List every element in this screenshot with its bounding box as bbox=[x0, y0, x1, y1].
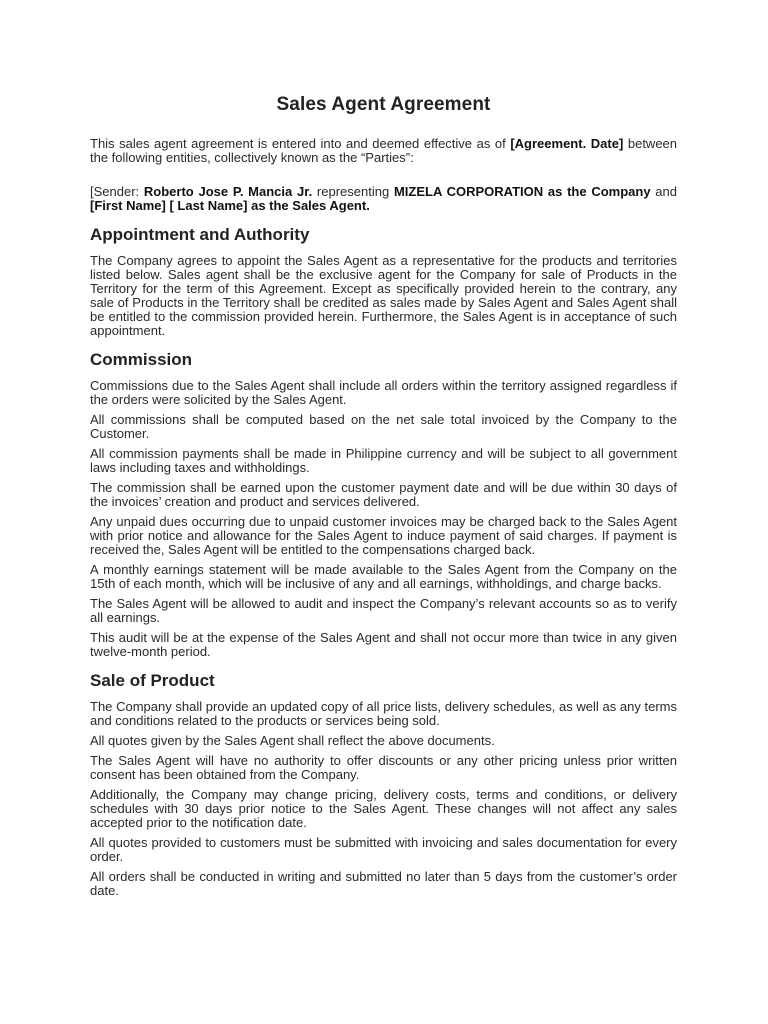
intro-paragraph bbox=[90, 137, 677, 165]
sale-paragraph: Additionally, the Company may change pricing, delivery costs, terms and conditions, or delivery schedules with 30 days prior notice to the Sales Agent. These changes will not affect any sales accepted prior to the notification date. bbox=[90, 787, 677, 830]
and-text: and bbox=[650, 184, 677, 199]
heading-sale-of-product: Sale of Product bbox=[90, 671, 215, 690]
commission-paragraph: A monthly earnings statement will be made available to the Sales Agent from the Company on the 15th of each month, which will be inclusive of any and all earnings, withholdings, and charge backs. bbox=[90, 562, 677, 591]
representing-text: representing bbox=[312, 184, 394, 199]
sales-agent-placeholder: [First Name] [ Last Name] as the Sales Agent. bbox=[90, 198, 370, 213]
parties-paragraph bbox=[90, 185, 677, 213]
intro-prefix: This sales agent agreement is entered into and deemed effective as of bbox=[90, 136, 511, 151]
intro-suffix: between the following entities, collectively known as the “Parties”: bbox=[90, 136, 678, 165]
appointment-paragraph: The Company agrees to appoint the Sales Agent as a representative for the products and territories listed below. Sales agent shall be the exclusive agent for the Company for sale of Products in the Territory for the term of this Agreement. Except as specifically provided herein to the contrary, any sale of Products in the Territory shall be credited as sales made by Sales Agent and Sales Agent shall be entitled to the commission provided herein. Furthermore, the Sales Agent is in acceptance of such appointment. bbox=[90, 253, 677, 338]
sale-paragraph: The Company shall provide an updated copy of all price lists, delivery schedules, as well as any terms and conditions related to the products or services being sold. bbox=[90, 699, 677, 728]
commission-paragraph: Any unpaid dues occurring due to unpaid customer invoices may be charged back to the Sales Agent with prior notice and allowance for the Sales Agent to induce payment of said charges. If payment is received the, Sales Agent will be entitled to the compensations charged back. bbox=[90, 514, 677, 557]
company-name: MIZELA CORPORATION as the Company bbox=[393, 184, 651, 199]
heading-appointment: Appointment and Authority bbox=[90, 225, 310, 244]
commission-paragraph: All commission payments shall be made in Philippine currency and will be subject to all government laws including taxes and withholdings. bbox=[90, 446, 677, 475]
commission-paragraph: All commissions shall be computed based on the net sale total invoiced by the Company to the Customer. bbox=[90, 412, 677, 441]
sale-paragraph: All quotes provided to customers must be submitted with invoicing and sales documentation for every order. bbox=[90, 835, 677, 864]
sale-paragraph: All orders shall be conducted in writing and submitted no later than 5 days from the customer’s order date. bbox=[90, 869, 677, 898]
sale-paragraph: All quotes given by the Sales Agent shall reflect the above documents. bbox=[90, 733, 495, 748]
document-title: Sales Agent Agreement bbox=[276, 94, 491, 115]
commission-paragraph: Commissions due to the Sales Agent shall include all orders within the territory assigned regardless if the orders were solicited by the Sales Agent. bbox=[90, 378, 677, 407]
commission-paragraph: The Sales Agent will be allowed to audit and inspect the Company’s relevant accounts so as to verify all earnings. bbox=[90, 596, 677, 625]
sender-name: Roberto Jose P. Mancia Jr. bbox=[143, 184, 313, 199]
agreement-date-placeholder: [Agreement. Date] bbox=[510, 136, 624, 151]
commission-paragraph: The commission shall be earned upon the customer payment date and will be due within 30 days of the invoices’ creation and product and services delivered. bbox=[90, 480, 677, 509]
sale-paragraph: The Sales Agent will have no authority to offer discounts or any other pricing unless prior written consent has been obtained from the Company. bbox=[90, 753, 677, 782]
commission-paragraph: This audit will be at the expense of the Sales Agent and shall not occur more than twice in any given twelve-month period. bbox=[90, 630, 677, 659]
sender-label: [Sender: bbox=[90, 184, 144, 199]
heading-commission: Commission bbox=[90, 350, 193, 369]
